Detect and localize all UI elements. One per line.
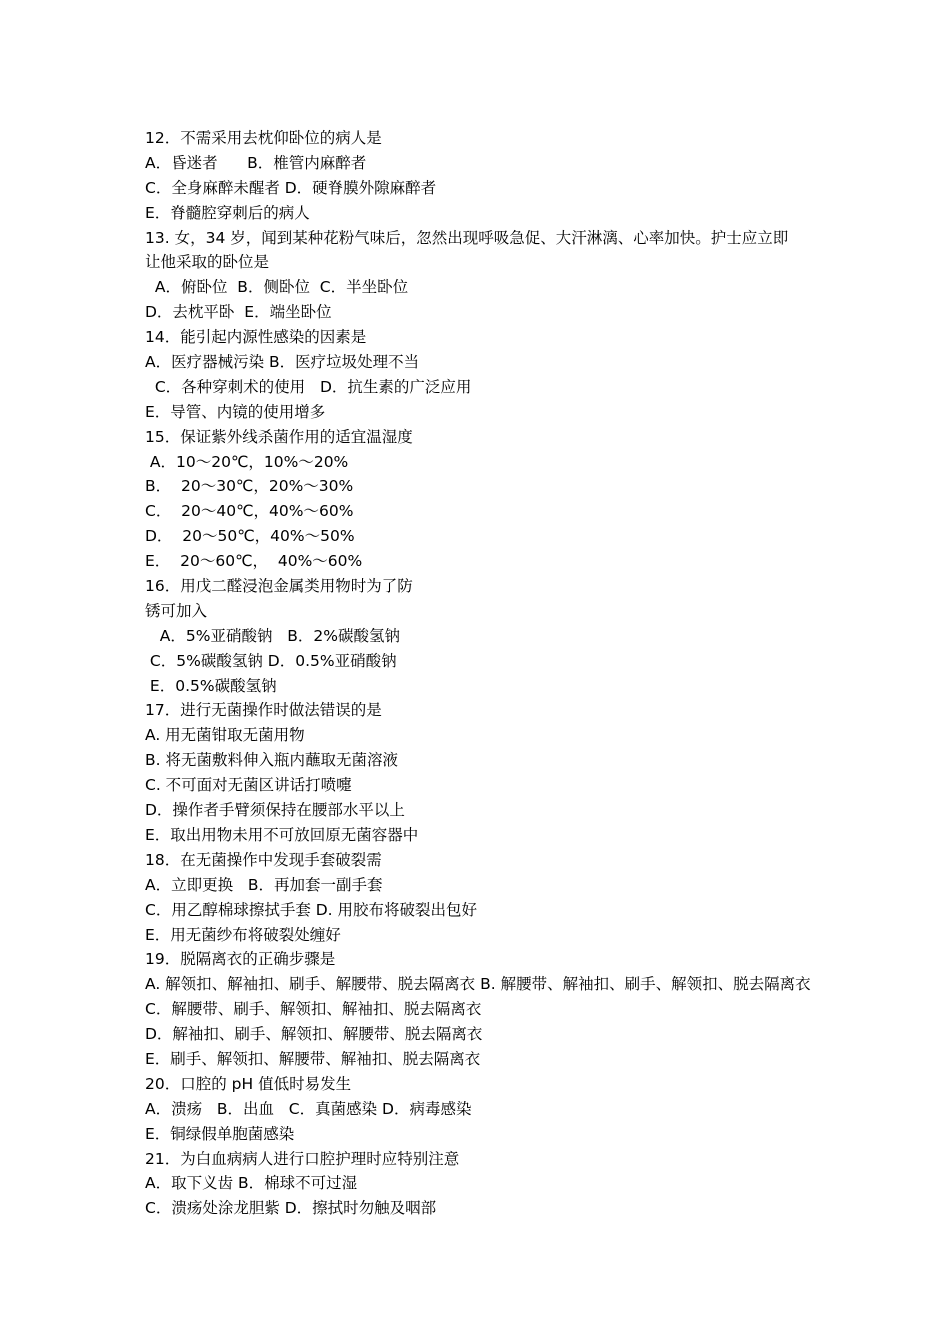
- text-line: C．溃疡处涂龙胆紫 D．擦拭时勿触及咽部: [145, 1199, 437, 1218]
- text-line: E．刷手、解领扣、解腰带、解袖扣、脱去隔离衣: [145, 1049, 481, 1068]
- text-line: D．操作者手臂须保持在腰部水平以上: [145, 801, 405, 820]
- text-line: C. 不可面对无菌区讲话打喷嚏: [145, 776, 352, 795]
- text-line: 让他采取的卧位是: [145, 253, 270, 272]
- text-line: E．导管、内镜的使用增多: [145, 402, 326, 421]
- text-line: A．昏迷者 B．椎管内麻醉者: [145, 153, 367, 172]
- text-line: C．5%碳酸氢钠 D．0.5%亚硝酸钠: [145, 651, 397, 670]
- text-line: 21．为白血病病人进行口腔护理时应特别注意: [145, 1149, 460, 1168]
- text-line: A．5%亚硝酸钠 B．2%碳酸氢钠: [145, 626, 400, 645]
- text-line: E． 20～60℃， 40%～60%: [145, 552, 363, 571]
- text-line: A. 用无菌钳取无菌用物: [145, 726, 305, 745]
- text-line: 17．进行无菌操作时做法错误的是: [145, 701, 382, 720]
- text-line: 13. 女，34 岁，闻到某种花粉气味后，忽然出现呼吸急促、大汗淋漓、心率加快。护士应立即: [145, 228, 789, 247]
- text-line: A. 解领扣、解袖扣、刷手、解腰带、脱去隔离衣 B. 解腰带、解袖扣、刷手、解领扣、脱去隔离衣: [145, 975, 811, 994]
- text-line: B． 20～30℃，20%～30%: [145, 477, 354, 496]
- text-line: C．各种穿刺术的使用 D．抗生素的广泛应用: [145, 377, 472, 396]
- text-line: E．用无菌纱布将破裂处缠好: [145, 925, 341, 944]
- question-text-block: [145, 126, 825, 1221]
- text-line: E．脊髓腔穿刺后的病人: [145, 203, 310, 222]
- text-line: A．医疗器械污染 B．医疗垃圾处理不当: [145, 353, 420, 372]
- text-line: D．解袖扣、刷手、解领扣、解腰带、脱去隔离衣: [145, 1025, 483, 1044]
- text-line: C．全身麻醉未醒者 D．硬脊膜外隙麻醉者: [145, 178, 437, 197]
- text-line: 15．保证紫外线杀菌作用的适宜温湿度: [145, 427, 413, 446]
- text-line: 14．能引起内源性感染的因素是: [145, 328, 367, 347]
- text-line: E．取出用物未用不可放回原无菌容器中: [145, 825, 419, 844]
- text-line: D． 20～50℃，40%～50%: [145, 527, 355, 546]
- text-line: D．去枕平卧 E．端坐卧位: [145, 303, 332, 322]
- text-line: A．取下义齿 B．棉球不可过湿: [145, 1174, 358, 1193]
- text-line: A．10～20℃，10%～20%: [145, 452, 349, 471]
- text-line: E．0.5%碳酸氢钠: [145, 676, 277, 695]
- text-line: 20．口腔的 pH 值低时易发生: [145, 1074, 352, 1093]
- text-line: 19．脱隔离衣的正确步骤是: [145, 950, 336, 969]
- text-line: A．溃疡 B．出血 C．真菌感染 D．病毒感染: [145, 1099, 472, 1118]
- text-line: 12．不需采用去枕仰卧位的病人是: [145, 129, 382, 147]
- text-line: 16．用戊二醛浸泡金属类用物时为了防: [145, 577, 413, 596]
- text-line: B. 将无菌敷料伸入瓶内蘸取无菌溶液: [145, 751, 398, 770]
- text-line: C．用乙醇棉球擦拭手套 D. 用胶布将破裂出包好: [145, 900, 478, 919]
- text-line: 18．在无菌操作中发现手套破裂需: [145, 850, 382, 869]
- text-line: A．立即更换 B．再加套一副手套: [145, 875, 383, 894]
- text-line: E．铜绿假单胞菌感染: [145, 1124, 295, 1143]
- text-line: 锈可加入: [145, 601, 208, 620]
- text-line: C．解腰带、刷手、解领扣、解袖扣、脱去隔离衣: [145, 1000, 482, 1019]
- text-line: A．俯卧位 B．侧卧位 C．半坐卧位: [145, 278, 409, 297]
- text-line: C． 20～40℃，40%～60%: [145, 502, 354, 521]
